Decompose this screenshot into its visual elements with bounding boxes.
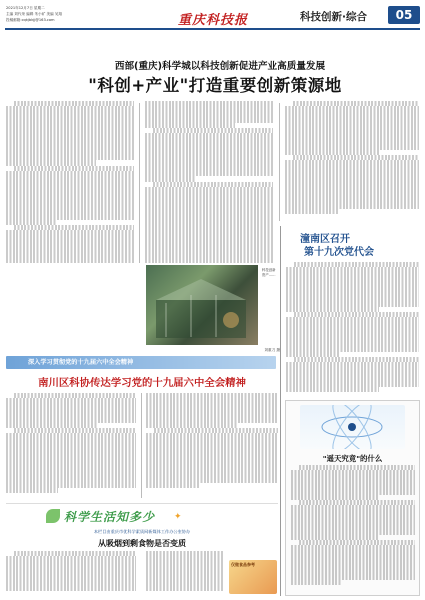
col-divider: [279, 103, 280, 221]
atom-graphic: [300, 405, 405, 449]
side-feature-title: "遥天究竟"的什么: [322, 454, 383, 463]
lead-body-column-2: [145, 101, 273, 266]
col-divider: [141, 393, 142, 498]
lead-body-column-3: [285, 101, 419, 221]
story3-headline-line-1: 潼南区召开: [300, 234, 350, 245]
text-lines: [6, 101, 134, 263]
text-lines: [285, 101, 419, 214]
sparkle-icon: ✦: [174, 512, 182, 522]
email-line: 投稿邮箱:cqkjbkjj@163.com: [6, 18, 55, 22]
right-column-divider: [280, 226, 281, 596]
science-column-headline: 从吸烟到剩食物是否变质: [98, 539, 186, 548]
side-feature-box: [285, 400, 420, 596]
science-body-column-2: [146, 551, 224, 597]
special-topic-label: [6, 356, 276, 369]
text-lines: [146, 393, 278, 488]
page-number: 05: [395, 8, 413, 22]
editor-line: 主编 刘代荣 编辑 朱小矿 美编 吴翔: [6, 12, 63, 16]
photo-credit: 刘重刀 摄: [264, 348, 280, 352]
text-lines: [145, 101, 273, 263]
text-lines: [291, 465, 415, 585]
story2-headline: 南川区科协传达学习党的十九届六中全会精神: [38, 377, 246, 389]
lead-photo: [146, 265, 258, 345]
side-feature-body: [291, 465, 415, 593]
side-feature-illustration: [300, 405, 405, 449]
story2-body-column-2: [146, 393, 278, 501]
col-divider: [139, 103, 140, 263]
food-advert-image: [229, 560, 277, 594]
date-line: 2021年12月7日 星期二: [6, 6, 45, 10]
paper-name: 重庆科技报: [178, 13, 249, 28]
science-body-column-1: [6, 551, 136, 597]
photo-caption-line: 科技创新: [262, 268, 276, 272]
photo-caption: [262, 268, 278, 277]
leaf-icon: [46, 509, 60, 523]
special-topic-label-text: 深入学习贯彻党的十九届六中全会精神: [28, 359, 134, 366]
story3-body: [286, 262, 419, 396]
story3-headline: [300, 233, 410, 259]
section-rule: [6, 503, 278, 504]
lead-kicker: 西部(重庆)科学城以科技创新促进产业高质量发展: [114, 61, 326, 72]
science-column-credit: 本栏目由重庆市优科学素质网新媒体工作办公室协办: [93, 529, 191, 534]
masthead: [0, 0, 425, 36]
text-lines: [146, 551, 224, 591]
text-lines: [6, 393, 136, 493]
text-lines: [6, 551, 136, 591]
text-lines: [286, 262, 419, 392]
science-column-banner: [6, 506, 278, 528]
greenhouse-illustration: [146, 265, 258, 345]
page-number-badge: [388, 6, 420, 24]
story2-body-column-1: [6, 393, 136, 501]
lead-body-column-1: [6, 101, 134, 266]
story3-headline-line-2: 第十九次党代会: [304, 247, 374, 258]
science-column-title: 科学生活知多少: [64, 510, 156, 524]
photo-caption-line: 资产……: [262, 272, 276, 277]
lead-headline: "科创+产业"打造重要创新策源地: [88, 76, 342, 95]
food-advert-caption: 仅做食品参考: [231, 562, 255, 567]
section-title: 科技创新·综合: [300, 11, 367, 23]
masthead-rule: [5, 28, 420, 30]
